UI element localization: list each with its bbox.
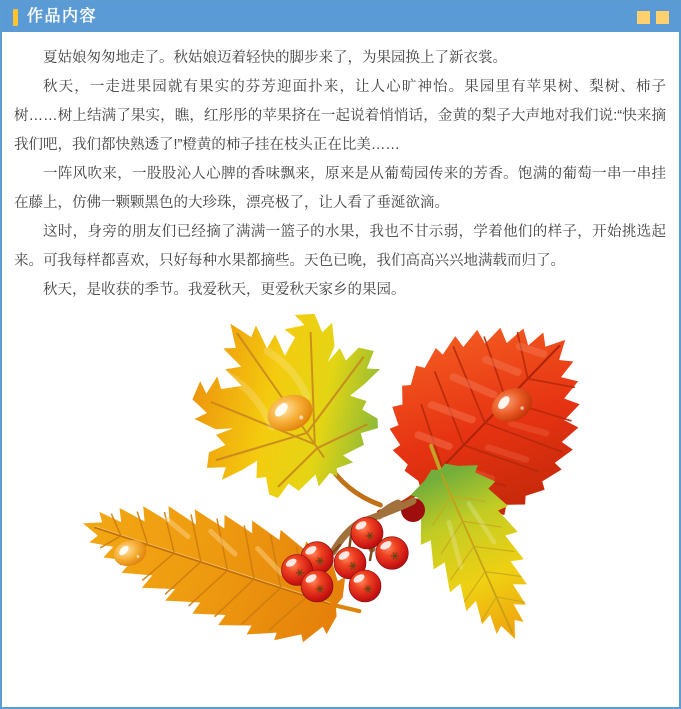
decor-square-icon	[637, 11, 650, 24]
section-header	[2, 2, 679, 32]
paragraph: 夏姑娘匆匆地走了。秋姑娘迈着轻快的脚步来了，为果园换上了新衣裳。	[43, 50, 507, 66]
paragraph: 秋天，是收获的季节。我爱秋天，更爱秋天家乡的果园。	[43, 282, 406, 298]
paragraph: 这时，身旁的朋友们已经摘了满满一篮子的水果，我也不甘示弱，学着他们的样子，开始挑选起来。可我每样都喜欢，只好每种水果都摘些。天色已晚，我们高高兴兴地满载而归了。	[14, 224, 666, 269]
paragraph: 秋天，一走进果园就有果实的芬芳迎面扑来，让人心旷神怡。果园里有苹果树、梨树、柿子树……树上结满了果实，瞧，红彤彤的苹果挤在一起说着悄悄话，金黄的梨子大声地对我们说:“快来摘我们吧，我们都快熟透了!”橙黄的柿子挂在枝头正在比美……	[14, 79, 666, 153]
autumn-leaves-illustration	[82, 313, 602, 665]
accent-bar-icon	[13, 9, 18, 26]
paragraph: 一阵风吹来，一股股沁人心脾的香味飘来，原来是从葡萄园传来的芳香。饱满的葡萄一串一串挂在藤上，仿佛一颗颗黑色的大珍珠，漂亮极了，让人看了垂涎欲滴。	[14, 166, 666, 211]
header-decor	[637, 11, 669, 24]
article-body	[2, 32, 679, 665]
orange-leaf	[82, 471, 376, 665]
berry-cluster	[281, 498, 425, 602]
section-title: 作品内容	[27, 8, 98, 25]
decor-square-icon	[656, 11, 669, 24]
